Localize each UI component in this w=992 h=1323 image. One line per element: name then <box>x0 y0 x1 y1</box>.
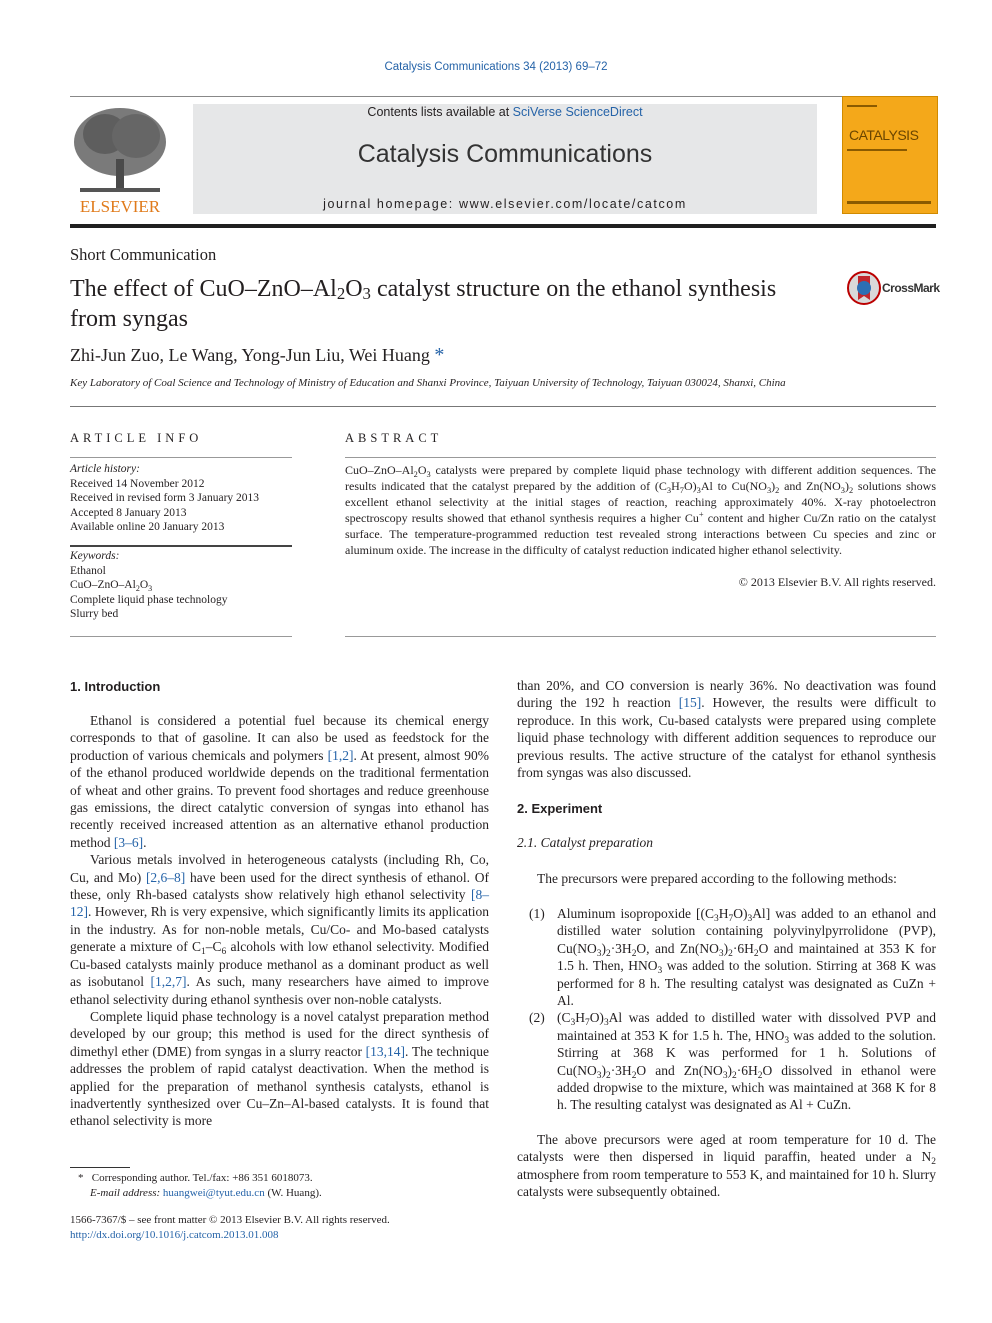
preparation-list <box>517 905 936 1114</box>
cover-bar <box>847 105 877 107</box>
divider <box>70 636 292 637</box>
catalyst-preparation-body: The precursors were prepared according to the following methods: <box>537 871 897 886</box>
crossmark-label: CrossMark <box>882 281 940 295</box>
divider <box>345 636 936 637</box>
doi-link[interactable]: http://dx.doi.org/10.1016/j.catcom.2013.01.008 <box>70 1229 279 1241</box>
cover-title: CATALYSIS <box>849 127 919 143</box>
header-thick-rule <box>70 224 936 228</box>
section-heading-experiment: 2. Experiment <box>517 801 603 816</box>
contents-line <box>193 105 817 119</box>
article-type: Short Communication <box>70 245 217 264</box>
abstract-heading: ABSTRACT <box>345 431 443 445</box>
sciencedirect-link[interactable]: SciVerse ScienceDirect <box>512 105 643 119</box>
list-item: (2) $(C_3H_7O)_3Al$ was added to distilled water with dissolved PVP and maintained at 353 K for 1.5 h. The, $HNO_3$ was added to the solution. Stirring at 368 K was performed for 1 h. Solutions of $Cu(NO_3)_2\cdot 3H_2O$ and $Zn(NO_3)_2\cdot 6H_2O$ dissolved in ethanol were added dropwise to the mixture, which was maintained at 368 K for 8 h. The resulting catalyst was designated as Al + CuZn. <box>529 1010 937 1113</box>
author-list: Zhi-Jun Zuo, Le Wang, Yong-Jun Liu, Wei Huang * <box>70 344 445 366</box>
crossmark-icon <box>846 270 882 306</box>
divider <box>70 457 292 458</box>
front-matter: 1566-7367/$ – see front matter © 2013 Elsevier B.V. All rights reserved. http://dx.doi.org/10.1016/j.catcom.2013.01.008 <box>70 1213 550 1243</box>
journal-cover-thumbnail[interactable] <box>842 96 938 214</box>
header-rule <box>70 96 936 97</box>
elsevier-tree-logo <box>70 104 170 216</box>
footnote-rule <box>70 1167 130 1168</box>
crossmark-badge[interactable] <box>846 270 938 306</box>
divider <box>345 457 936 458</box>
contents-prefix: Contents lists available at <box>367 105 513 119</box>
elsevier-wordmark: ELSEVIER <box>79 197 161 216</box>
section-heading-introduction: 1. Introduction <box>70 679 161 694</box>
list-item: (1) Aluminum isopropoxide $[(C_3H_7O)_3Al]$ was added to an ethanol and distilled water solution containing polyvinylpyrrolidone (PVP), $Cu(NO_3)_2\cdot 3H_2O$, and $Zn(NO_3)_2\cdot 6H_2O$ and maintained at 353 K for 1.5 h. Then, $HNO_3$ was added to the solution. Stirring at 368 K was performed for 8 h. The resulting catalyst was designated as CuZn + Al. <box>529 906 937 1009</box>
footnote: * Corresponding author. Tel./fax: +86 351 6018073. E-mail address: huangwei@tyut.edu.cn (W. Huang). <box>78 1172 322 1199</box>
subsection-heading-catalyst-preparation: 2.1. Catalyst preparation <box>517 835 654 850</box>
divider <box>70 545 292 547</box>
article-title: The effect of CuO–$ZnO-Al_2O_3$ catalyst structure on the ethanol synthesis from syngas <box>70 276 777 332</box>
aging-paragraph: The above precursors were aged at room temperature for 10 d. The catalysts were then dispersed in liquid paraffin, heated under a $N_2$ atmosphere from room temperature to 553 K, and maintained for 10 h. Slurry catalysts were subsequently obtained. <box>517 1132 936 1200</box>
abstract-body: CuO–$ZnO-Al_2O_3$ catalysts were prepared by complete liquid phase technology with different addition sequences. The results indicated that the catalyst prepared by the addition of $(C_3H_7O)_3Al$ to $Cu(NO_3)_2$ and $Zn(NO_3)_2$ solutions shows excellent ethanol selectivity at the initial stages of reaction, reaching approximately 40%. X-ray photoelectron spectroscopy results showed that ethanol synthesis requires a higher Cu+ content and higher Cu/Zn ratio on the catalyst surface. The temperature-programmed reduction test revealed strong interactions between Cu species and zinc or aluminum oxide. The increase in the difficulty of catalyst reduction indicated higher ethanol selectivity. <box>345 463 936 557</box>
keywords: Keywords: Ethanol CuO–$ZnO-Al_2O_3$ Complete liquid phase technology Slurry bed <box>70 550 228 620</box>
journal-title: Catalysis Communications <box>357 140 653 168</box>
divider <box>70 406 936 407</box>
cover-bar <box>847 201 931 204</box>
introduction-continued: than 20%, and CO conversion is nearly 36%. No deactivation was found during the 192 h reaction [15]. However, the results were difficult to reproduce. In this work, Cu-based catalysts were prepared using complete liquid phase technology with different addition sequences to reproduce our previous results. The active structure of the catalyst for ethanol synthesis from syngas was also discussed. <box>517 678 936 781</box>
affiliation: Key Laboratory of Coal Science and Technology of Ministry of Education and Shanxi Province, Taiyuan University of Technology, Taiyuan 030024, Shanxi, China <box>70 377 786 389</box>
copyright: © 2013 Elsevier B.V. All rights reserved. <box>738 575 936 589</box>
journal-citation[interactable]: Catalysis Communications 34 (2013) 69–72 <box>384 61 608 73</box>
journal-homepage[interactable]: journal homepage: www.elsevier.com/locate/catcom <box>323 197 687 211</box>
email-link[interactable]: huangwei@tyut.edu.cn <box>162 1187 265 1199</box>
cover-bar <box>847 149 907 151</box>
corresponding-author-mark[interactable]: * <box>434 344 445 366</box>
introduction-body: Ethanol is considered a potential fuel because its chemical energy corresponds to that of gasoline. It can also be used as feedstock for the production of various chemicals and polymers [1,2]. At present, almost 90% of the ethanol produced worldwide depends on the traditional fermentation of wheat and other grains. To prevent food shortages and reduce greenhouse gas emissions, the direct catalytic conversion of syngas into ethanol has recently received increased attention as an alternative ethanol production method [3–6]. Various metals involved in heterogeneous catalysts (including Rh, Co, Cu, and Mo) [2,6–8] have been used for the direct synthesis of ethanol. Of these, only Rh-based catalysts show relatively high ethanol selectivity [8–12]. However, Rh is very expensive, which significantly limits its application in the industry. As for non-noble metals, Cu/Co- and Mo-based catalysts generate a mixture of $C_1-C_6$ alcohols with low ethanol selectivity. Modified Cu-based catalysts mainly produce methanol as a dominant product as well as isobutanol [1,2,7]. As such, many researchers have aimed to improve ethanol selectivity during ethanol synthesis over non-noble catalysts. Complete liquid phase technology is a novel catalyst preparation method developed by our group; this method is used for the direct synthesis of dimethyl ether (DME) from syngas in a slurry reactor [13,14]. The technique addresses the problem of rapid catalyst deactivation. When the method is applied for the preparation of methanol synthesis catalysts, ethanol is inadvertently synthesized over Cu–Zn–Al-based catalysts. It is found that ethanol selectivity is more <box>70 713 490 1129</box>
article-info-heading: ARTICLE INFO <box>70 431 203 445</box>
article-history: Article history: Received 14 November 2012 Received in revised form 3 January 2013 Accepted 8 January 2013 Available online 20 January 2013 <box>70 463 260 533</box>
